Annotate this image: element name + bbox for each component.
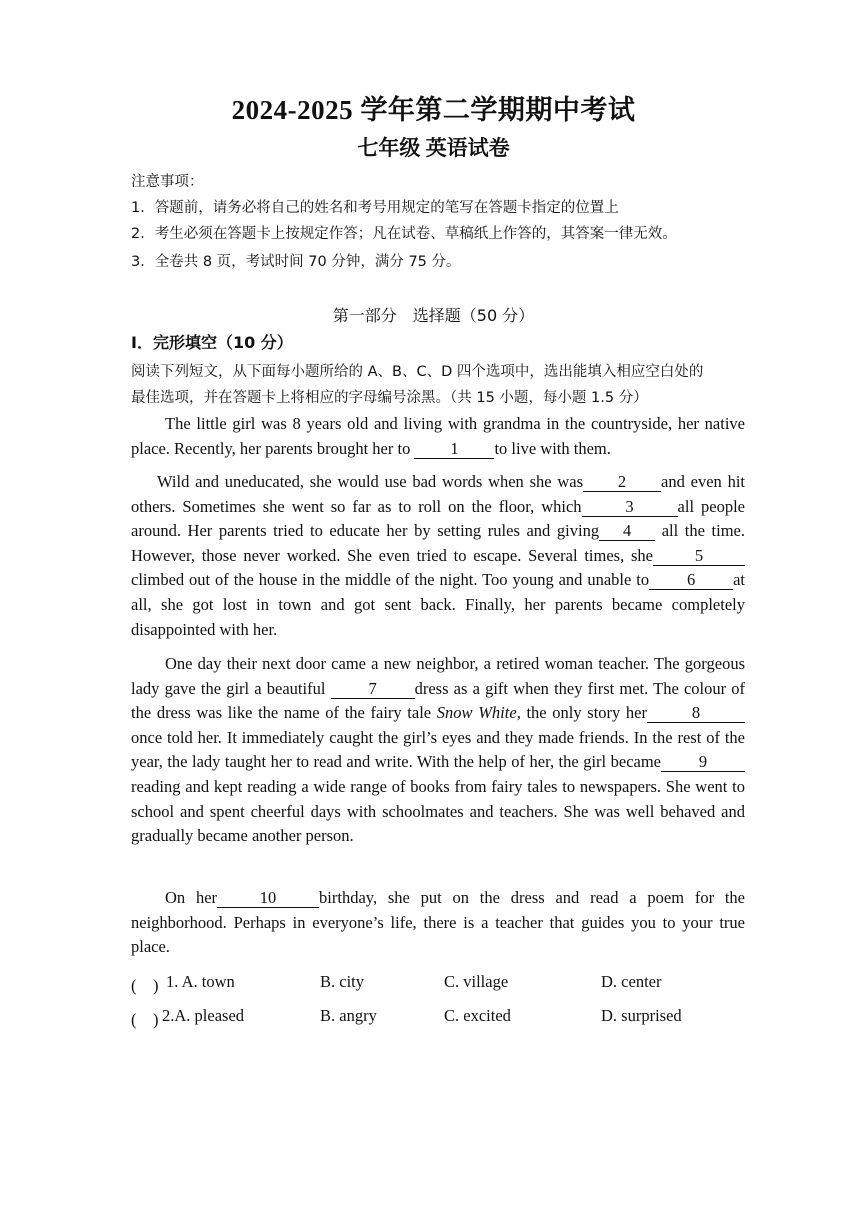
blank-5: 5 xyxy=(653,547,745,566)
question-2-option-b: B. angry xyxy=(320,1006,377,1025)
note-item-1: 1．答题前，请务必将自己的姓名和考号用规定的笔写在答题卡指定的位置上 xyxy=(131,200,619,216)
question-2-option-a: 2.A. pleased xyxy=(162,1006,245,1025)
blank-9: 9 xyxy=(661,753,745,772)
question-1-bracket: ( ) xyxy=(131,976,159,995)
question-1-option-d: D. center xyxy=(601,972,662,991)
blank-2: 2 xyxy=(583,473,661,492)
blank-3: 3 xyxy=(582,498,678,517)
exam-subtitle: 七年级 英语试卷 xyxy=(357,136,510,160)
instructions-line-2: 最佳选项，并在答题卡上将相应的字母编号涂黑。（共 15 小题，每小题 1.5 分） xyxy=(131,390,648,406)
blank-1: 1 xyxy=(414,440,494,459)
note-item-3: 3．全卷共 8 页，考试时间 70 分钟，满分 75 分。 xyxy=(131,254,461,270)
passage-paragraph-3: One day their next door came a new neighbor, a retired woman teacher. The gorgeous lady gave the girl a beautiful 7 dress as a gift when they first met. The colour of the dress was like the name of the fairy tale Snow White, the only story her 8once told her. It immediately caught the girl’s eyes and they made friends. In the rest of the year, the lady taught her to read and write. With the help of her, the girl became 9reading and kept reading a wide range of books from fairy tales to newspapers. She went to school and spent cheerful days with schoolmates and teachers. She was well behaved and gradually became another person. xyxy=(131,654,746,846)
blank-7: 7 xyxy=(331,680,415,699)
passage-paragraph-4: On her 10 birthday, she put on the dress and read a poem for the neighborhood. Perhaps in everyone’s life, there is a teacher that guides you to your true place. xyxy=(131,888,746,957)
passage-paragraph-2: Wild and uneducated, she would use bad words when she was 2 and even hit others. Sometimes she went so far as to roll on the floor, which 3 all people around. Her parents tried to educate her by setting rules and giving 4 all the time. However, those never worked. She even tried to escape. Several times, she 5climbed out of the house in the middle of the night. Too young and unable to 6 at all, she got lost in town and got sent back. Finally, her parents became completely disappointed with her. xyxy=(131,472,746,639)
blank-8: 8 xyxy=(647,704,745,723)
question-2-option-c: C. excited xyxy=(444,1006,511,1025)
part-title: I．完形填空（10 分） xyxy=(131,333,293,352)
section-title: 第一部分 选择题（50 分） xyxy=(332,306,535,325)
blank-6: 6 xyxy=(649,571,733,590)
instructions-line-1: 阅读下列短文，从下面每小题所给的 A、B、C、D 四个选项中，选出能填入相应空白处的 xyxy=(131,364,704,380)
passage-paragraph-1: The little girl was 8 years old and living with grandma in the countryside, her native place. Recently, her parents brought her to 1 to live with them. xyxy=(131,414,745,458)
blank-10: 10 xyxy=(217,889,319,908)
note-item-2: 2．考生必须在答题卡上按规定作答；凡在试卷、草稿纸上作答的，其答案一律无效。 xyxy=(131,226,677,242)
question-1-option-b: B. city xyxy=(320,972,364,991)
question-1-option-a: 1. A. town xyxy=(166,972,235,991)
question-1-option-c: C. village xyxy=(444,972,509,991)
exam-title: 2024-2025 学年第二学期期中考试 xyxy=(231,95,636,125)
blank-4: 4 xyxy=(599,522,655,541)
notes-heading: 注意事项： xyxy=(131,174,204,190)
question-2-bracket: ( ) xyxy=(131,1010,159,1029)
story-title: Snow White xyxy=(436,703,517,723)
question-2-option-d: D. surprised xyxy=(601,1006,682,1025)
